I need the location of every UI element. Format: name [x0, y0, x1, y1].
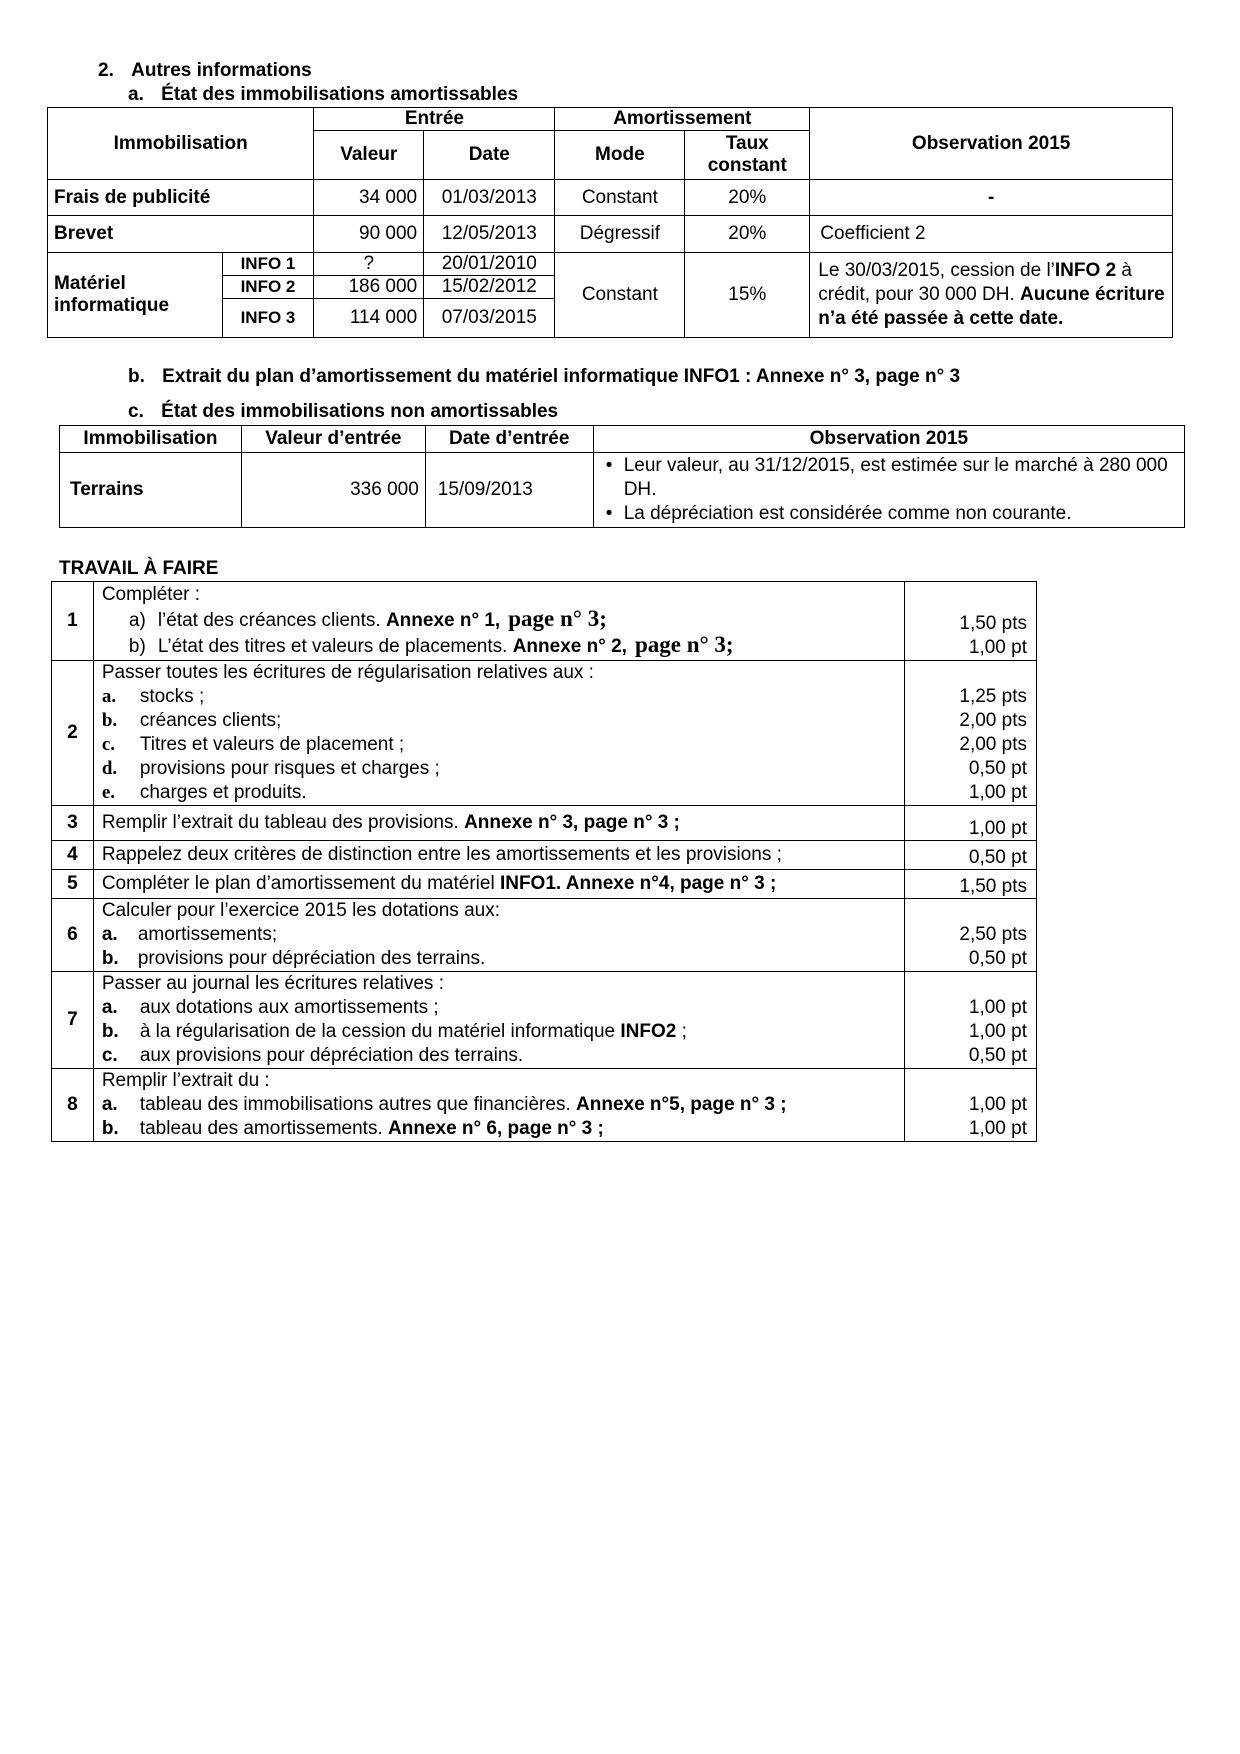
header-observation: Observation 2015	[593, 426, 1184, 453]
part-b-line	[128, 366, 960, 388]
row-date: 15/09/2013	[425, 453, 593, 528]
item-label: e.	[101, 782, 116, 803]
points-value: 0,50 pt	[968, 758, 1027, 779]
task-item	[102, 757, 896, 781]
item-label: c.	[101, 1045, 118, 1066]
non-depreciable-assets-table	[59, 425, 1185, 528]
task-number: 1	[52, 582, 94, 661]
task-item	[102, 1044, 896, 1068]
task-item	[102, 607, 896, 633]
header-entree: Entrée	[314, 108, 555, 131]
table-row	[48, 180, 1173, 216]
item-ref: Annexe n° 1,	[385, 610, 501, 631]
row-date: 01/03/2013	[424, 180, 555, 216]
task-content	[93, 870, 904, 899]
points-value: 0,50 pt	[968, 1045, 1027, 1066]
task-intro: Calculer pour l’exercice 2015 les dotations aux:	[101, 900, 500, 921]
table-header-row	[48, 108, 1173, 131]
header-immobilisation: Immobilisation	[60, 426, 242, 453]
item-text: à la régularisation de la cession du matériel informatique	[139, 1021, 621, 1042]
item-ref: Annexe n° 2,	[512, 636, 627, 657]
section-heading	[98, 60, 312, 82]
item-label: b)	[128, 636, 146, 657]
item-label: a.	[101, 1094, 118, 1115]
table-row	[48, 216, 1173, 253]
row-valeur: ?	[314, 253, 424, 276]
item-label: b.	[101, 1021, 119, 1042]
header-valeur: Valeur d’entrée	[241, 426, 425, 453]
points-value: 2,00 pts	[959, 710, 1027, 731]
part-a-heading	[128, 84, 518, 106]
item-text: provisions pour dépréciation des terrains.	[137, 948, 486, 969]
task-content	[93, 582, 904, 661]
item-text: l’état des créances clients.	[157, 610, 386, 631]
item-ref: Annexe n°5, page n° 3 ;	[576, 1094, 787, 1115]
task-item	[102, 996, 896, 1020]
travail-title: TRAVAIL À FAIRE	[59, 558, 219, 579]
task-row	[52, 899, 1037, 972]
points-value: 1,00 pt	[968, 1118, 1027, 1139]
task-row	[52, 972, 1037, 1069]
part-c-heading	[128, 401, 558, 423]
row-valeur: 114 000	[314, 299, 424, 338]
task-item	[102, 1117, 896, 1141]
task-row	[52, 661, 1037, 806]
task-intro: Passer toutes les écritures de régularisation relatives aux :	[101, 662, 594, 683]
task-text: Rappelez deux critères de distinction entre les amortissements et les provisions ;	[101, 844, 782, 865]
task-content	[93, 661, 904, 806]
item-label: b.	[101, 948, 119, 969]
task-row	[52, 870, 1037, 899]
task-item	[102, 947, 896, 971]
row-name: Terrains	[60, 453, 242, 528]
task-number: 2	[52, 661, 94, 806]
task-intro: Compléter :	[101, 584, 201, 605]
tasks-table	[51, 581, 1037, 1142]
row-mode: Constant	[555, 253, 685, 338]
task-item	[102, 633, 896, 659]
task-intro: Passer au journal les écritures relatives :	[101, 973, 444, 994]
row-mode: Constant	[555, 180, 685, 216]
task-text: Remplir l’extrait du tableau des provisions.	[101, 812, 465, 833]
points-value: 2,00 pts	[959, 734, 1027, 755]
item-text: tableau des amortissements.	[139, 1118, 389, 1139]
sub-item-name: INFO 1	[222, 253, 314, 276]
task-number: 4	[52, 841, 94, 870]
task-ref: Annexe n° 3, page n° 3 ;	[464, 812, 680, 833]
table-header-row	[60, 426, 1185, 453]
item-page: page n° 3;	[508, 606, 607, 631]
task-item	[102, 923, 896, 947]
item-text: stocks ;	[139, 686, 205, 707]
table-row	[60, 453, 1185, 528]
part-c-title: État des immobilisations non amortissables	[161, 401, 559, 422]
task-content	[93, 899, 904, 972]
row-name: Matériel informatique	[48, 253, 223, 338]
sub-item-name: INFO 3	[222, 299, 314, 338]
row-valeur: 34 000	[314, 180, 424, 216]
task-item	[102, 1093, 896, 1117]
row-date: 20/01/2010	[424, 253, 555, 276]
task-number: 8	[52, 1069, 94, 1142]
row-observation	[593, 453, 1184, 528]
item-text: aux dotations aux amortissements ;	[139, 997, 439, 1018]
item-ref: INFO2	[620, 1021, 677, 1042]
task-row	[52, 841, 1037, 870]
task-row	[52, 582, 1037, 661]
item-label: a.	[101, 997, 118, 1018]
task-content	[93, 1069, 904, 1142]
task-item	[102, 709, 896, 733]
task-points: 1,00 pt	[905, 806, 1037, 841]
header-mode: Mode	[555, 131, 685, 180]
part-b-text: Extrait du plan d’amortissement du matériel informatique INFO1 : Annexe n° 3, page n° 3	[162, 366, 961, 387]
obs-text: à crédit, pour 30 000 DH.	[818, 260, 1132, 305]
points-value: 1,00 pt	[968, 1094, 1027, 1115]
header-observation: Observation 2015	[810, 108, 1173, 180]
row-valeur: 336 000	[241, 453, 425, 528]
obs-bold: Aucune écriture n’a été passée à cette date.	[818, 284, 1165, 329]
obs-text: Le 30/03/2015, cession de l’	[818, 260, 1055, 281]
row-observation: Coefficient 2	[810, 216, 1173, 253]
task-points	[905, 661, 1037, 806]
task-points	[905, 582, 1037, 661]
obs-bold: INFO 2	[1054, 260, 1117, 281]
row-valeur: 90 000	[314, 216, 424, 253]
row-name: Brevet	[48, 216, 314, 253]
task-item	[102, 733, 896, 757]
item-text: aux provisions pour dépréciation des terrains.	[139, 1045, 524, 1066]
task-number: 3	[52, 806, 94, 841]
item-label: d.	[101, 758, 118, 779]
task-content	[93, 841, 904, 870]
task-points	[905, 899, 1037, 972]
item-text: amortissements;	[137, 924, 278, 945]
task-intro: Remplir l’extrait du :	[101, 1070, 270, 1091]
points-value: 1,25 pts	[959, 686, 1027, 707]
task-number: 5	[52, 870, 94, 899]
item-text: créances clients;	[139, 710, 282, 731]
task-ref: INFO1. Annexe n°4, page n° 3 ;	[499, 873, 777, 894]
item-label: b.	[101, 710, 118, 731]
sub-item-name: INFO 2	[222, 276, 314, 299]
item-label: b.	[101, 1118, 119, 1139]
row-valeur: 186 000	[314, 276, 424, 299]
points-value: 1,00 pt	[968, 782, 1027, 803]
row-date: 12/05/2013	[424, 216, 555, 253]
part-b-label: b.	[128, 366, 145, 387]
points-value: 2,50 pts	[959, 924, 1027, 945]
task-points	[905, 1069, 1037, 1142]
item-text: Titres et valeurs de placement ;	[139, 734, 405, 755]
part-c-label: c.	[128, 401, 144, 422]
row-date: 07/03/2015	[424, 299, 555, 338]
task-row	[52, 1069, 1037, 1142]
task-item	[102, 1020, 896, 1044]
header-valeur: Valeur	[314, 131, 424, 180]
item-text: tableau des immobilisations autres que financières.	[139, 1094, 577, 1115]
part-a-label: a.	[128, 84, 144, 105]
depreciable-assets-table	[47, 107, 1173, 338]
header-taux: Taux constant	[685, 131, 810, 180]
task-item	[102, 781, 896, 805]
task-number: 7	[52, 972, 94, 1069]
task-row	[52, 806, 1037, 841]
header-amortissement: Amortissement	[555, 108, 810, 131]
row-name: Frais de publicité	[48, 180, 314, 216]
row-taux: 15%	[685, 253, 810, 338]
item-text: L’état des titres et valeurs de placements.	[157, 636, 513, 657]
task-text: Compléter le plan d’amortissement du matériel	[101, 873, 500, 894]
task-points	[905, 972, 1037, 1069]
item-text: charges et produits.	[139, 782, 307, 803]
task-content	[93, 972, 904, 1069]
header-immobilisation: Immobilisation	[48, 108, 314, 180]
item-label: a.	[101, 924, 118, 945]
task-points: 0,50 pt	[905, 841, 1037, 870]
item-ref: Annexe n° 6, page n° 3 ;	[388, 1118, 604, 1139]
part-a-title: État des immobilisations amortissables	[161, 84, 519, 105]
row-date: 15/02/2012	[424, 276, 555, 299]
points-value: 1,00 pt	[968, 1021, 1027, 1042]
row-taux: 20%	[685, 180, 810, 216]
row-observation: -	[810, 180, 1173, 216]
observation-bullet: • La dépréciation est considérée comme non courante.	[624, 502, 1178, 526]
task-number: 6	[52, 899, 94, 972]
task-content	[93, 806, 904, 841]
row-mode: Dégressif	[555, 216, 685, 253]
row-observation	[810, 253, 1173, 338]
row-taux: 20%	[685, 216, 810, 253]
item-text: provisions pour risques et charges ;	[139, 758, 440, 779]
points-value: 1,00 pt	[968, 637, 1027, 658]
points-value: 0,50 pt	[968, 948, 1027, 969]
section-number: 2.	[98, 60, 114, 81]
observation-bullet: • Leur valeur, au 31/12/2015, est estimée sur le marché à 280 000 DH.	[624, 454, 1178, 502]
item-label: c.	[101, 734, 116, 755]
item-label: a.	[101, 686, 117, 707]
section-title: Autres informations	[131, 60, 312, 81]
item-label: a)	[128, 610, 146, 631]
points-value: 1,00 pt	[968, 997, 1027, 1018]
item-page: page n° 3;	[634, 632, 734, 657]
task-points: 1,50 pts	[905, 870, 1037, 899]
header-date: Date	[424, 131, 555, 180]
header-date: Date d’entrée	[425, 426, 593, 453]
table-row	[48, 253, 1173, 276]
item-text: ;	[676, 1021, 687, 1042]
task-item	[102, 685, 896, 709]
points-value: 1,50 pts	[959, 613, 1027, 634]
